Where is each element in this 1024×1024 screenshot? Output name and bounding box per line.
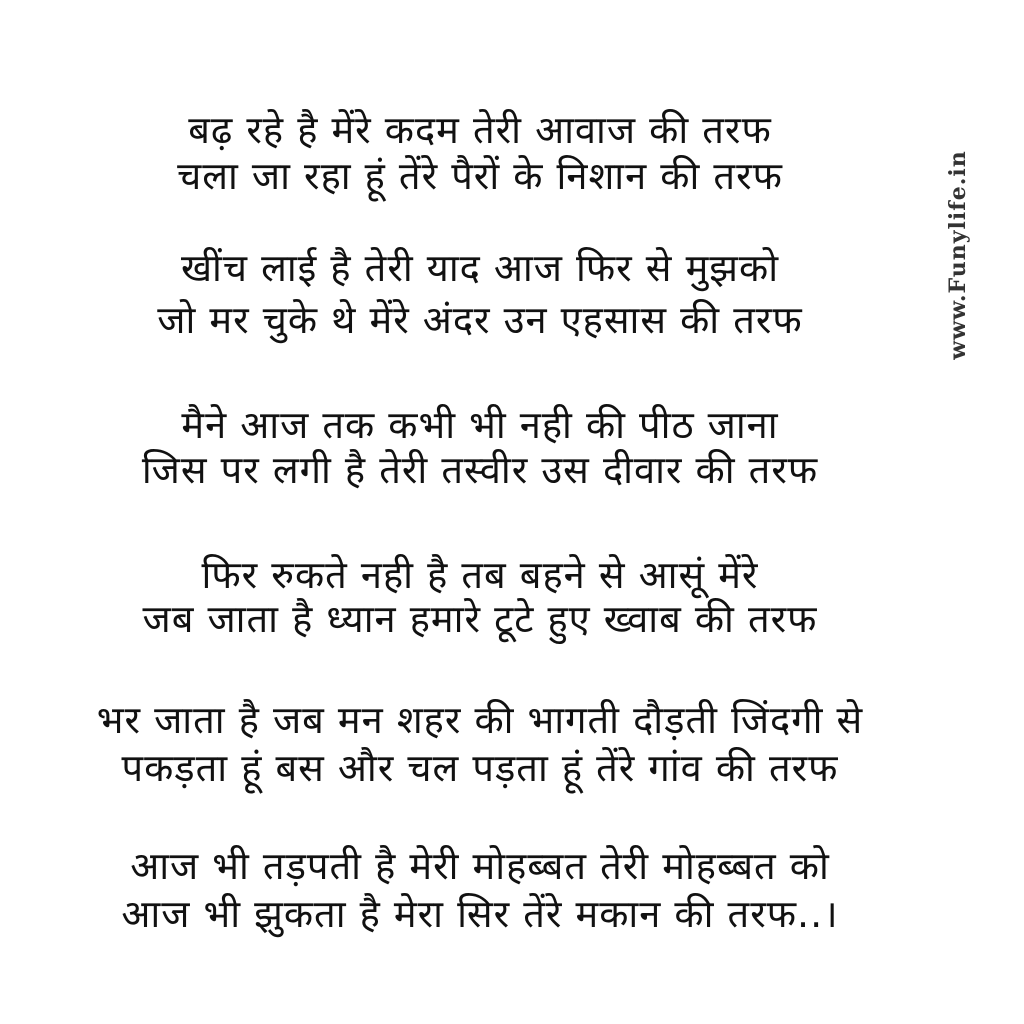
poem-line: जिस पर लगी है तेरी तस्वीर उस दीवार की तरफ [141, 448, 819, 492]
poem-line: मैने आज तक कभी भी नही की पीठ जाना [181, 403, 779, 447]
poem-line: पकड़ता हूं बस और चल पड़ता हूं तेंरे गांव की तरफ [121, 746, 839, 790]
poem-line: बढ़ रहे है मेंरे कदम तेरी आवाज की तरफ [188, 108, 772, 152]
poem-line: जो मर चुके थे मेंरे अंदर उन एहसास की तरफ [157, 298, 803, 342]
poem-line: चला जा रहा हूं तेंरे पैरों के निशान की तरफ [177, 154, 783, 198]
poem-line: आज भी झुकता है मेरा सिर तेंरे मकान की तरफ..। [121, 892, 839, 936]
poem-line: फिर रुकते नही है तब बहने से आसूं मेंरे [201, 553, 759, 597]
poem-line: जब जाता है ध्यान हमारे टूटे हुए ख्वाब की तरफ [142, 597, 818, 641]
poem-line: खींच लाई है तेरी याद आज फिर से मुझको [180, 246, 780, 290]
watermark: www.Funylife.in [945, 150, 971, 360]
poem-line: भर जाता है जब मन शहर की भागती दौड़ती जिंदगी से [96, 698, 864, 742]
poem-line: आज भी तड़पती है मेरी मोहब्बत तेरी मोहब्बत को [130, 844, 830, 888]
